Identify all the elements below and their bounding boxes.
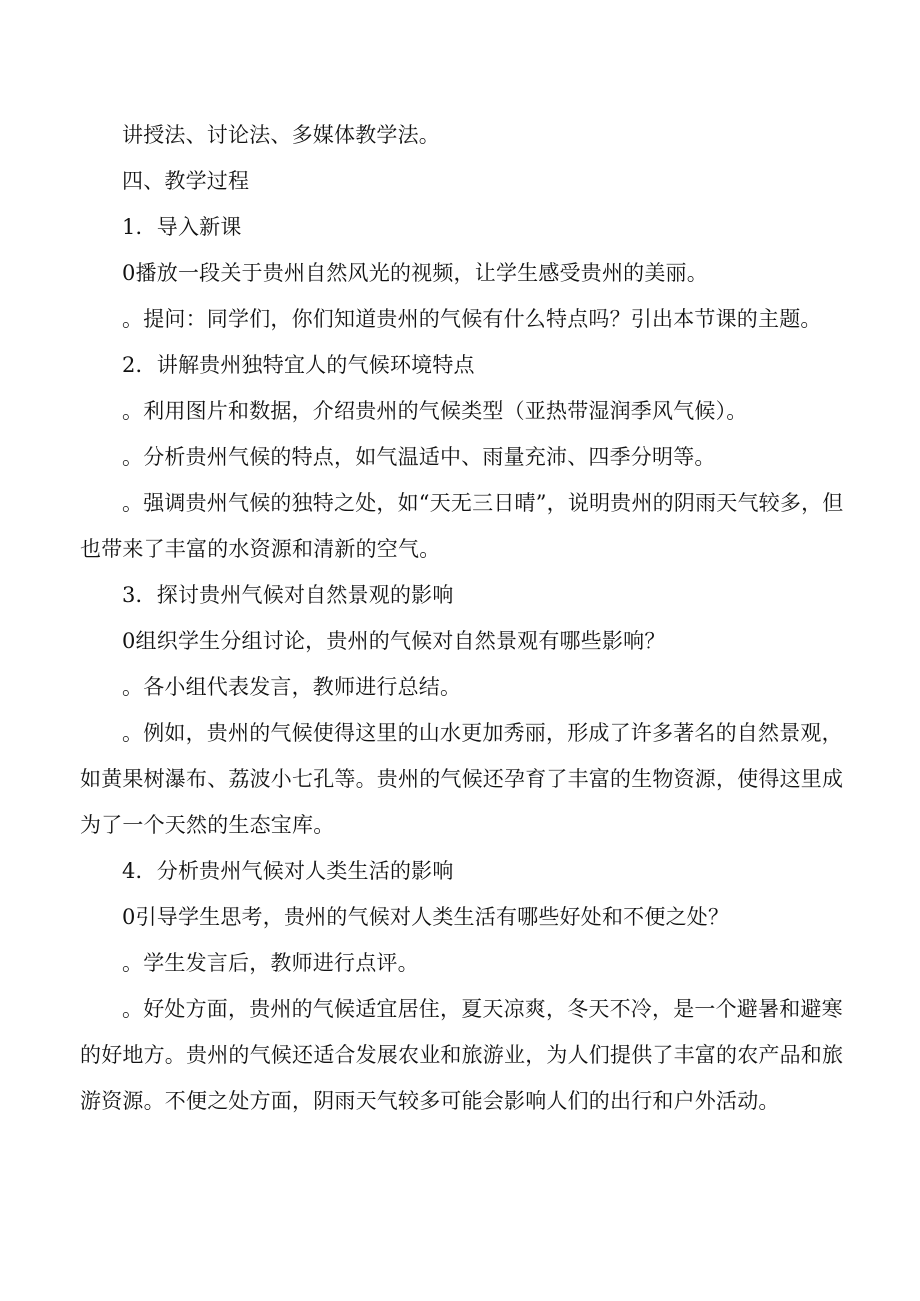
step-heading-4: 4．分析贵州气候对人类生活的影响 [122,859,454,883]
step-3-item-3: 。例如，贵州的气候使得这里的山水更加秀丽，形成了许多著名的自然景观，如黄果树瀑布、荔波小七孔等。贵州的气候还孕育了丰富的生物资源，使得这里成为了一个天然的生态宝库。 [80,721,844,837]
step-heading-2: 2．讲解贵州独特宜人的气候环境特点 [122,353,475,377]
step-3-item-2: 。各小组代表发言，教师进行总结。 [122,675,462,699]
step-heading-3: 3．探讨贵州气候对自然景观的影响 [122,583,454,607]
step-2-item-1: 。利用图片和数据，介绍贵州的气候类型（亚热带湿润季风气候）。 [122,399,748,423]
document-body [80,112,850,1124]
section-heading-teaching-process: 四、教学过程 [122,169,250,193]
step-4-item-1: 0引导学生思考，贵州的气候对人类生活有哪些好处和不便之处？ [122,905,730,929]
step-heading-1: 1．导入新课 [122,215,242,239]
step-1-item-2: 。提问：同学们，你们知道贵州的气候有什么特点吗？引出本节课的主题。 [122,307,822,331]
step-1-item-1: 0播放一段关于贵州自然风光的视频，让学生感受贵州的美丽。 [122,261,708,285]
step-3-item-1: 0组织学生分组讨论，贵州的气候对自然景观有哪些影响？ [122,629,666,653]
step-2-item-3: 。强调贵州气候的独特之处，如“天无三日晴”，说明贵州的阴雨天气较多，但也带来了丰富的水资源和清新的空气。 [80,491,844,561]
step-2-item-2: 。分析贵州气候的特点，如气温适中、雨量充沛、四季分明等。 [122,445,716,469]
step-4-item-3: 。好处方面，贵州的气候适宜居住，夏天凉爽，冬天不冷，是一个避暑和避寒的好地方。贵州的气候还适合发展农业和旅游业，为人们提供了丰富的农产品和旅游资源。不便之处方面，阴雨天气较多可能会影响人们的出行和户外活动。 [80,997,844,1113]
step-4-item-2: 。学生发言后，教师进行点评。 [122,951,419,975]
paragraph-teaching-methods: 讲授法、讨论法、多媒体教学法。 [122,123,440,147]
